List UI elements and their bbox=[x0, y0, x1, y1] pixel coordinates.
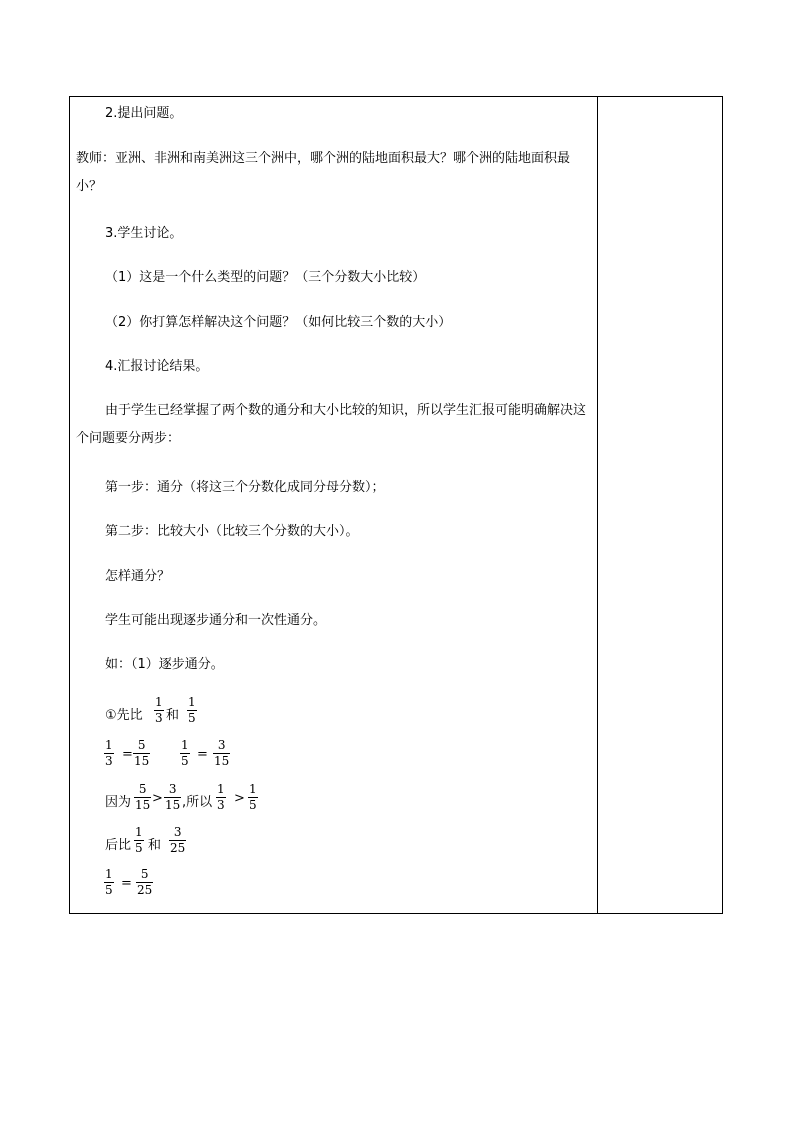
fraction-5-25: 5 25 bbox=[137, 867, 153, 897]
step-3-heading: 3.学生讨论。 bbox=[105, 226, 183, 241]
teacher-question: 教师：亚洲、非洲和南美洲这三个洲中，哪个洲的陆地面积最大？哪个洲的陆地面积最小？ bbox=[76, 151, 571, 194]
report-explanation: 由于学生已经掌握了两个数的通分和大小比较的知识，所以学生汇报可能明确解决这个问题要分两步： bbox=[76, 403, 587, 446]
therefore-text: ,所以 bbox=[182, 795, 213, 810]
compare-first-prefix: ①先比 bbox=[105, 708, 143, 723]
fraction-1-3: 1 3 bbox=[105, 738, 113, 768]
lesson-table bbox=[69, 96, 723, 914]
how-to-reduce: 怎样通分？ bbox=[105, 569, 171, 584]
fraction-5-15: 5 15 bbox=[135, 782, 151, 812]
and-text: 和 bbox=[148, 838, 162, 853]
equals-sign: = bbox=[121, 876, 132, 891]
because-text: 因为 bbox=[105, 795, 132, 810]
fraction-1-3: 1 3 bbox=[217, 782, 225, 812]
greater-than-sign: > bbox=[152, 791, 163, 806]
step-2-heading: 2.提出问题。 bbox=[105, 106, 183, 121]
fraction-1-3: 1 3 bbox=[155, 695, 163, 725]
compare-next-prefix: 后比 bbox=[105, 838, 132, 853]
equals-sign: = bbox=[122, 747, 133, 762]
fraction-5-15: 5 15 bbox=[134, 738, 150, 768]
step-4-heading: 4.汇报讨论结果。 bbox=[105, 359, 209, 374]
fraction-1-5: 1 5 bbox=[188, 695, 196, 725]
equals-sign: = bbox=[197, 747, 208, 762]
discussion-question-1: （1）这是一个什么类型的问题？（三个分数大小比较） bbox=[105, 270, 426, 285]
fraction-1-5: 1 5 bbox=[105, 867, 113, 897]
and-text: 和 bbox=[166, 708, 180, 723]
fraction-1-5: 1 5 bbox=[249, 782, 257, 812]
fraction-3-15: 3 15 bbox=[214, 738, 230, 768]
fraction-3-15: 3 15 bbox=[165, 782, 181, 812]
student-methods: 学生可能出现逐步通分和一次性通分。 bbox=[105, 613, 327, 628]
notes-cell bbox=[598, 97, 722, 913]
fraction-1-5: 1 5 bbox=[135, 825, 143, 855]
discussion-question-2: （2）你打算怎样解决这个问题？（如何比较三个数的大小） bbox=[105, 315, 452, 330]
step-two: 第二步：比较大小（比较三个分数的大小）。 bbox=[105, 524, 359, 539]
step-one: 第一步：通分（将这三个分数化成同分母分数）； bbox=[105, 480, 385, 495]
fraction-1-5: 1 5 bbox=[181, 738, 189, 768]
greater-than-sign: > bbox=[234, 791, 245, 806]
example-intro: 如：（1）逐步通分。 bbox=[105, 657, 224, 672]
fraction-3-25: 3 25 bbox=[170, 825, 186, 855]
